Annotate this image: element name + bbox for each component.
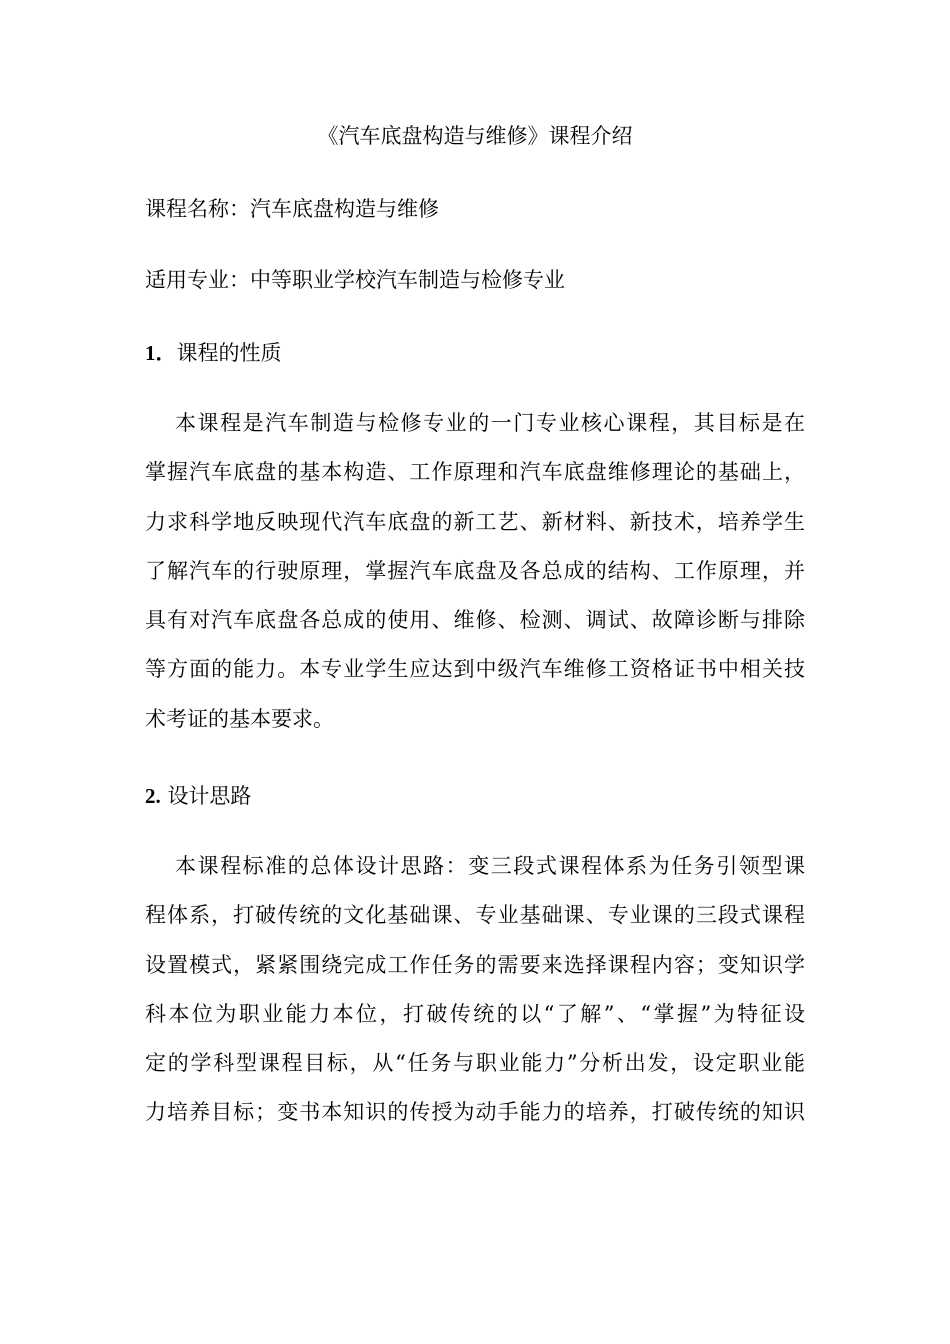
paragraph-line: 程体系，打破传统的文化基础课、专业基础课、专业课的三段式课程: [145, 903, 805, 928]
section-2-title: 设计思路: [167, 784, 252, 808]
course-name-line: 课程名称：汽车底盘构造与维修: [145, 197, 439, 221]
paragraph-line: 术考证的基本要求。: [145, 706, 334, 731]
section-2-number: 2.: [145, 784, 161, 808]
paragraph-line: 力求科学地反映现代汽车底盘的新工艺、新材料、新技术，培养学生: [145, 509, 805, 534]
section-1-paragraph: [145, 399, 805, 744]
paragraph-line: 等方面的能力。本专业学生应达到中级汽车维修工资格证书中相关技: [145, 657, 805, 682]
section-1-title: 课程的性质: [176, 341, 282, 365]
section-2-paragraph: [145, 842, 805, 1138]
paragraph-line: 定的学科型课程目标，从“任务与职业能力”分析出发，设定职业能: [145, 1051, 805, 1076]
paragraph-line: 了解汽车的行驶原理，掌握汽车底盘及各总成的结构、工作原理，并: [145, 558, 805, 583]
section-2-heading: [145, 780, 251, 812]
paragraph-line: 设置模式，紧紧围绕完成工作任务的需要来选择课程内容；变知识学: [145, 952, 805, 977]
document-title: 《汽车底盘构造与维修》课程介绍: [317, 124, 633, 148]
paragraph-line: 本课程标准的总体设计思路：变三段式课程体系为任务引领型课: [175, 854, 805, 878]
paragraph-line: 具有对汽车底盘各总成的使用、维修、检测、调试、故障诊断与排除: [145, 608, 805, 633]
paragraph-line: 本课程是汽车制造与检修专业的一门专业核心课程，其目标是在: [175, 411, 805, 435]
paragraph-line: 力培养目标；变书本知识的传授为动手能力的培养，打破传统的知识: [145, 1100, 805, 1125]
section-1-heading: [145, 337, 282, 369]
major-line: 适用专业：中等职业学校汽车制造与检修专业: [145, 268, 565, 292]
paragraph-line: 掌握汽车底盘的基本构造、工作原理和汽车底盘维修理论的基础上，: [145, 460, 805, 485]
paragraph-line: 科本位为职业能力本位，打破传统的以“了解”、“掌握”为特征设: [145, 1001, 805, 1026]
section-1-number: 1．: [145, 341, 177, 365]
